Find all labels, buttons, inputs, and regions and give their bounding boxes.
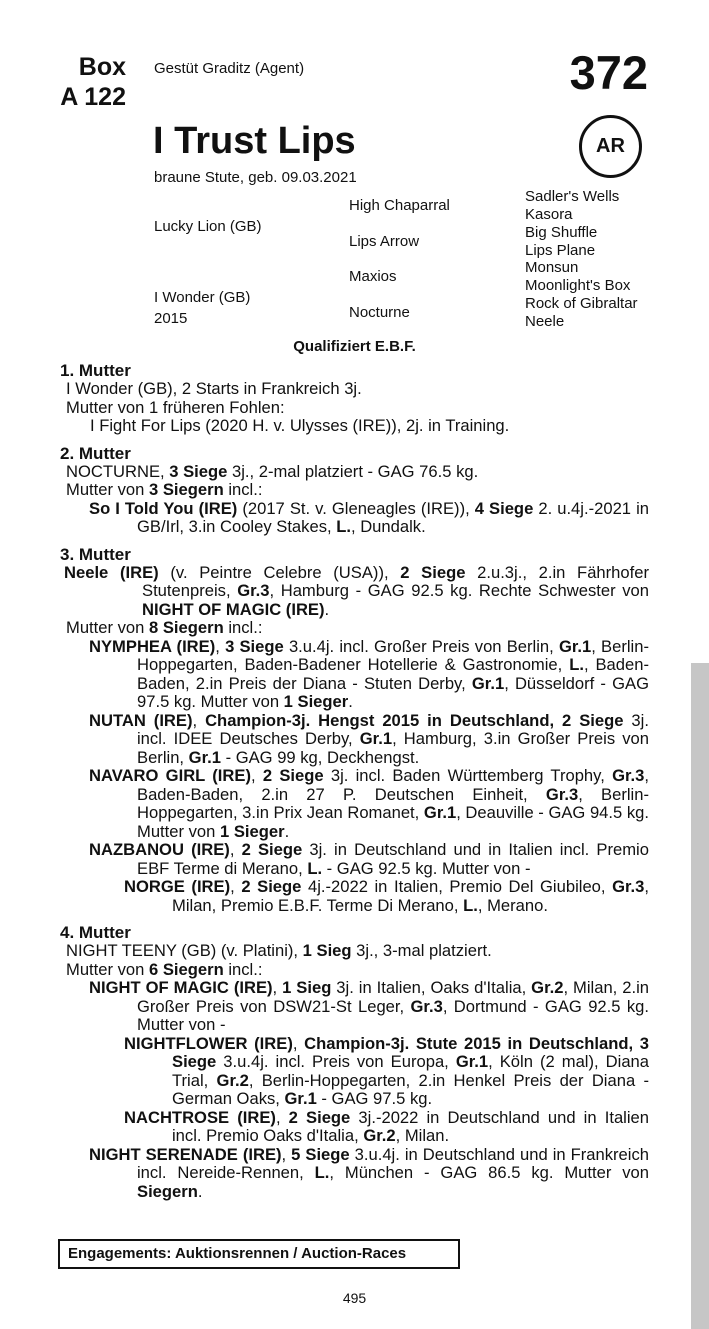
box-label: Box [78, 53, 126, 81]
pedigree-gen2-3: Maxios [349, 268, 397, 285]
mutter2-line: NOCTURNE, 3 Siege 3j., 2-mal platziert - GAG 76.5 kg. [66, 461, 479, 481]
engagements-box: Engagements: Auktionsrennen / Auction-Races [58, 1239, 460, 1269]
pedigree-gen3-5: Monsun [525, 259, 579, 276]
lot-number: 372 [569, 46, 648, 99]
mutter4-entry-3: NACHTROSE (IRE), 2 Siege 3j.-2022 in Deutschland und in Italien incl. Premio Oaks d'Italia, Gr.2, Milan. [124, 1107, 649, 1145]
horse-description: braune Stute, geb. 09.03.2021 [154, 169, 357, 186]
pedigree-gen3-4: Lips Plane [525, 242, 596, 259]
mutter3-entry-5: NORGE (IRE), 2 Siege 4j.-2022 in Italien, Premio Del Giubileo, Gr.3, Milan, Premio E.B.F. Terme Di Merano, L., Merano. [124, 877, 649, 915]
pedigree-gen2-4: Nocturne [349, 304, 410, 321]
box-number: A 122 [60, 83, 126, 111]
mutter1-produce: Mutter von 1 früheren Fohlen: [66, 397, 285, 417]
mutter2-entry: So I Told You (IRE) (2017 St. v. Gleneagles (IRE)), 4 Siege 2. u.4j.-2021 in GB/Irl, 3.in Cooley Stakes, L., Dundalk. [89, 498, 649, 536]
mutter3-entry-4: NAZBANOU (IRE), 2 Siege 3j. in Deutschland und in Italien incl. Premio EBF Terme di Merano, L. - GAG 92.5 kg. Mutter von - [89, 840, 649, 878]
pedigree-gen2-1: High Chaparral [349, 197, 450, 214]
pedigree-sire: Lucky Lion (GB) [154, 218, 262, 235]
pedigree-gen3-2: Kasora [525, 206, 573, 223]
mutter1-line: I Wonder (GB), 2 Starts in Frankreich 3j. [66, 379, 362, 398]
horse-name: I Trust Lips [153, 120, 356, 162]
ar-badge-label: AR [596, 135, 625, 157]
mutter3-heading: 3. Mutter [60, 544, 131, 564]
pedigree-gen3-1: Sadler's Wells [525, 188, 620, 205]
box-location [60, 52, 126, 112]
mutter4-entry-2: NIGHTFLOWER (IRE), Champion-3j. Stute 2015 in Deutschland, 3 Siege 3.u.4j. incl. Preis von Europa, Gr.1, Köln (2 mal), Diana Trial, Gr.2, Berlin-Hoppegarten, 2.in Henkel Preis der Diana - German Oaks, Gr.1 - GAG 97.5 kg. [124, 1033, 650, 1108]
ar-badge [579, 115, 642, 178]
mutter4-entry-4: NIGHT SERENADE (IRE), 5 Siege 3.u.4j. in Deutschland und in Frankreich incl. Nereide-Rennen, L., München - GAG 86.5 kg. Mutter von Siegern. [89, 1144, 649, 1201]
pedigree-gen3-3: Big Shuffle [525, 224, 598, 241]
mutter2-heading: 2. Mutter [60, 443, 131, 463]
mutter4-produce: Mutter von 6 Siegern incl.: [66, 959, 263, 979]
mutter2-produce: Mutter von 3 Siegern incl.: [66, 480, 263, 499]
mutter3-entry-3: NAVARO GIRL (IRE), 2 Siege 3j. incl. Baden Württemberg Trophy, Gr.3, Baden-Baden, 2.in 27 P. Deutschen Einheit, Gr.3, Berlin-Hoppegarten, 3.in Prix Jean Romanet, Gr.1, Deauville - GAG 94.5 kg. Mutter von 1 Sieger. [89, 766, 649, 841]
scrollbar[interactable] [691, 663, 709, 1329]
pedigree-gen2-2: Lips Arrow [349, 233, 420, 250]
qualification: Qualifiziert E.B.F. [293, 338, 416, 355]
pedigree-dam-year: 2015 [154, 310, 188, 327]
mutter3-produce: Mutter von 8 Siegern incl.: [66, 618, 263, 637]
mutter1-foal: I Fight For Lips (2020 H. v. Ulysses (IRE)), 2j. in Training. [90, 416, 510, 435]
mutter3-entry-2: NUTAN (IRE), Champion-3j. Hengst 2015 in Deutschland, 2 Siege 3j. incl. IDEE Deutsches Derby, Gr.1, Hamburg, 3.in Großer Preis von Berlin, Gr.1 - GAG 99 kg, Deckhengst. [89, 710, 649, 767]
mutter4-line: NIGHT TEENY (GB) (v. Platini), 1 Sieg 3j., 3-mal platziert. [66, 941, 492, 960]
pedigree-gen3-7: Rock of Gibraltar [525, 295, 638, 312]
mutter3-line: Neele (IRE) (v. Peintre Celebre (USA)), 2 Siege 2.u.3j., 2.in Fährhofer Stutenpreis, Gr.3, Hamburg - GAG 92.5 kg. Rechte Schwester von NIGHT OF MAGIC (IRE). [64, 562, 649, 619]
mutter1-heading: 1. Mutter [60, 361, 131, 380]
mutter4-entry-1: NIGHT OF MAGIC (IRE), 1 Sieg 3j. in Italien, Oaks d'Italia, Gr.2, Milan, 2.in Großer Preis von DSW21-St Leger, Gr.3, Dortmund - GAG 92.5 kg. Mutter von - [89, 978, 649, 1034]
page-number: 495 [342, 1290, 367, 1306]
pedigree-dam: I Wonder (GB) [154, 289, 251, 306]
pedigree-gen3-8: Neele [525, 313, 565, 330]
pedigree-gen3-6: Moonlight's Box [525, 277, 631, 294]
female-line [60, 362, 649, 1201]
agent-name: Gestüt Graditz (Agent) [154, 60, 305, 77]
mutter4-heading: 4. Mutter [60, 923, 131, 942]
mutter3-entry-1: NYMPHEA (IRE), 3 Siege 3.u.4j. incl. Großer Preis von Berlin, Gr.1, Berlin-Hoppegarten, Baden-Badener Hotellerie & Gastronomie, L., Baden-Baden, 2.in Preis der Diana - Stuten Derby, Gr.1, Düsseldorf - GAG 97.5 kg. Mutter von 1 Sieger. [89, 636, 649, 711]
